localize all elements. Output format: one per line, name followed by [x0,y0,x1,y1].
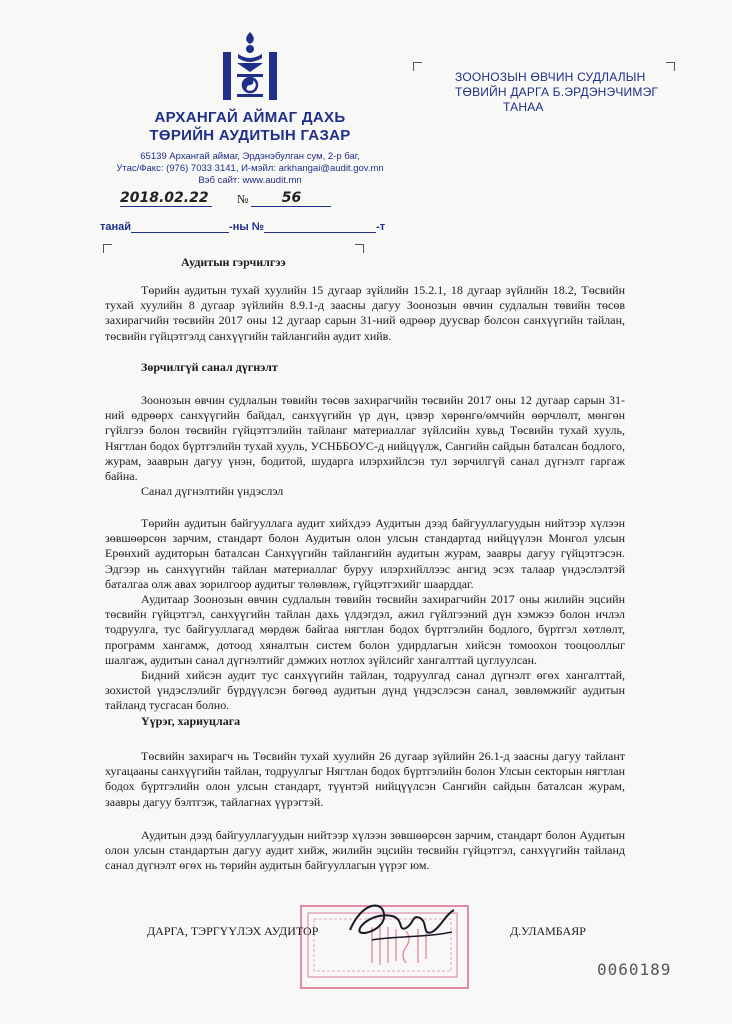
body-basis [105,516,625,729]
basis-paragraph-3: Бидний хийсэн аудит тус санхүүгийн тайлан, тодруулгад санал дүгнэлт өгөх хангалттай, зохистой үндэслэлийг бүрдүүлсэн бөгөөд аудитын дүнд үндэслэсэн санал, зөвлөмжийг аудитын тайланд тусгасан болно. [105,668,625,713]
responsibility-paragraph-2: Аудитын дээд байгууллагуудын нийтээр хүлээн зөвшөөрсөн зарчим, стандарт болон Аудитын олон улсын стандартын дагуу аудит хийж, жилийн эцсийн төсвийн гүйцэтгэл, санхүүгийн тайланд санал дүгнэлт өгөх нь төрийн аудитын байгууллагын үүрэг юм. [105,828,625,873]
corner-mark [666,62,675,71]
signatory-title: ДАРГА, ТЭРГҮҮЛЭХ АУДИТОР [147,924,319,938]
ref-suffix: -т [376,221,386,233]
heading-basis: Санал дүгнэлтийн үндэслэл [141,484,284,499]
ref-blank [264,220,376,233]
soyombo-emblem-icon [220,30,280,102]
heading-responsibility: Үүрэг, хариуцлага [141,713,241,728]
reference-row [100,220,385,233]
date-field [120,190,212,207]
recipient-block [455,70,658,115]
responsibility-paragraph-1: Төсвийн захирагч нь Төсвийн тухай хуулийн 26 дугаар зүйлийн 26.1-д заасны дагуу тайлант хугацааны санхүүгийн тайлан, тодруулгыг Нягтлан бодох бүртгэлийн болон Улсын секторын нягтлан бодох бүртгэлийн олон улсын стандарт, түүнтэй нийцүүлсэн Сангийн сайдын баталсан журам, заавры дагуу бэлтгэж, тайлагнах үүрэгтэй. [105,749,625,809]
body-opinion-text [105,393,625,499]
ref-middle: -ны № [229,221,265,233]
org-name-line1: АРХАНГАЙ АЙМАГ ДАХЬ [154,109,346,126]
number-label: № [237,192,249,206]
corner-mark [355,244,364,253]
body-opinion [105,360,625,375]
letterhead [100,30,400,187]
org-address: 65139 Архангай аймаг, Эрдэнэбулган сум, 2-р баг, [140,151,360,162]
number-field [251,190,331,207]
recipient-line3: ТАНАА [503,100,544,114]
org-phone-email: Утас/Факс: (976) 7033 3141, И-мэйл: arkhangai@audit.gov.mn [116,163,384,174]
body-responsibility-2 [105,828,625,874]
ref-blank [131,220,229,233]
serial-number: 0060189 [597,960,672,979]
basis-paragraph-1: Төрийн аудитын байгууллага аудит хийхдээ Аудитын дээд байгууллагуудын нийтээр хүлээн зөвшөөрсөн зарчим, стандарт болон Аудитын олон улсын стандартад нийцүүлэн Монгол улсын Ерөнхий аудиторын баталсан Санхүүгийн тайлангийн аудитын журам, заавры дагуу гүйцэтгэсэн. Эдгээр нь санхүүгийн тайлан материаллаг буруу илэрхийллээс ангид эсэх талаар үндэслэлтэй баталгаа олж авах зорилгоор аудитыг төлөвлөж, гүйцэтгэхийг шаарддаг. [105,516,625,591]
body-responsibility [105,749,625,810]
corner-mark [413,62,422,71]
ref-prefix: танай [100,221,132,233]
letter-date: 2018.02.22 [120,190,209,206]
date-number-row [120,190,331,207]
signatory-name: Д.УЛАМБАЯР [510,924,586,938]
handwritten-signature-icon [342,892,462,952]
opinion-paragraph: Зоонозын өвчин судлалын төвийн төсөв захирагчийн төсвийн 2017 оны 12 дугаар сарын 31-ний өдрөөрх санхүүгийн байдал, санхүүгийн үр дүн, цэвэр хөрөнгө/өмчийн өөрчлөлт, мөнгөн гүйлгээ болон төсвийн гүйцэтгэлийн тайланг материаллаг зүйлсийн хувьд Төсвийн тухай хууль, Нягтлан бодох бүртгэлийн тухай хууль, УСНББОУС-д нийцүүлж, Сангийн сайдын баталсан бодлого, журам, зааврын дагуу үнэн, бодитой, шударга илэрхийлсэн тул зөрчилгүй санал дүгнэлт гаргаж байна. [105,393,625,484]
letterhead-contact [100,151,400,187]
subject-line: Аудитын гэрчилгээ [181,255,286,269]
body-intro [105,283,625,344]
recipient-line2: ТӨВИЙН ДАРГА Б.ЭРДЭНЭЧИМЭГ [455,85,659,99]
heading-opinion: Зөрчилгүй санал дүгнэлт [141,360,278,374]
recipient-line1: ЗООНОЗЫН ӨВЧИН СУДЛАЛЫН [455,70,646,84]
corner-mark [103,244,112,253]
letter-number: 56 [281,190,302,206]
org-name-line2: ТӨРИЙН АУДИТЫН ГАЗАР [149,127,351,144]
basis-paragraph-2: Аудитаар Зоонозын өвчин судлалын төвийн төсвийн захирагчийн 2017 оны жилийн эцсийн төсвийн гүйцэтгэл, санхүүгийн тайлан дахь үлдэгдэл, ажил гүйлгээний дүн хэмжээ болон ичлэл тодруулга, тус байгууллагад мөрдөж байгаа нягтлан бодох бүртгэлийн бодлого, бүртгэл хөтлөлт, программ хангамж, дотоод хяналтын систем болон удирдлагын хийсэн томоохон тооцооллыг шалгаж, аудитын санал дүгнэлтийг дэмжих нотлох зүйлсийг хангалттай цуглуулсан. [105,592,625,667]
org-website: Вэб сайт: www.audit.mn [198,175,302,186]
intro-paragraph: Төрийн аудитын тухай хуулийн 15 дугаар зүйлийн 15.2.1, 18 дугаар зүйлийн 18.2, Төсвийн тухай хуулийн 8 дугаар зүйлийн 8.9.1-д заасны дагуу Зоонозын өвчин судлалын төвийн төсөв захирагчийн төсвийн 2017 оны 12 дугаар сарын 31-ний өдрөөр дуусвар болсон санхүүгийн тайлан, төсвийн гүйцэтгэлд санхүүгийн тайлангийн аудит хийв. [105,283,625,343]
